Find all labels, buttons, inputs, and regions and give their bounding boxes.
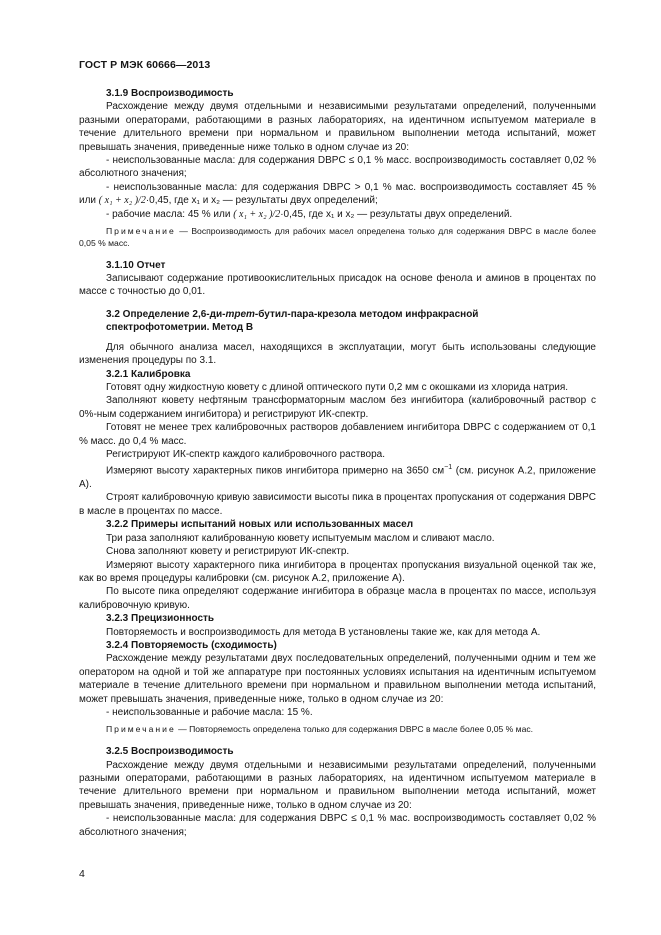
paragraph: Для обычного анализа масел, находящихся в эксплуатации, могут быть использованы следующие изменения процедуры по 3.1. xyxy=(79,341,596,367)
paragraph: Записывают содержание противоокислительных присадок на основе фенола и аминов в процентах по массе с точностью до 0,01. xyxy=(79,273,596,298)
section-3-2-2-heading: 3.2.2 Примеры испытаний новых или использованных масел xyxy=(106,519,414,531)
list-item-text: - рабочие масла: 45 % или xyxy=(106,208,231,220)
list-item: - неиспользованные масла: для содержания DBPC ≤ 0,1 % масс. воспроизводимость составляет 0,02 % абсолютного значения; xyxy=(79,155,596,180)
heading-text: 3.2 Определение 2,6-ди- xyxy=(106,308,226,320)
section-3-1-10-heading: 3.1.10 Отчет xyxy=(106,259,166,271)
heading-text: -бутил-пара-крезола методом инфракрасной xyxy=(254,308,479,320)
paragraph-text: Измеряют высоту характерных пиков ингибитора примерно на 3650 см xyxy=(106,465,445,477)
paragraph: Измеряют высоту характерного пика ингибитора в процентах пропускания визуальной оценкой так же, как во время процедуры калибровки (см. рисунок А.2, приложение А). xyxy=(79,559,596,584)
paragraph: Строят калибровочную кривую зависимости высоты пика в процентах пропускания от содержания DBPC в масле в процентах по массе. xyxy=(79,492,596,517)
note-text: — Повторяемость определена только для содержания DBPC в масле более 0,05 % мас. xyxy=(175,724,534,735)
formula: ( x₁ + x₂ )/2 xyxy=(233,208,281,220)
note-label: Примечание xyxy=(106,226,176,237)
paragraph: Готовят не менее трех калибровочных растворов добавлением ингибитора DBPC с содержанием от 0,1 % масс. до 0,4 % масс. xyxy=(79,422,596,447)
list-item-text: - неиспользованные масла: для содержания DBPC > 0,1 % мас. воспроизводимость составляет 45 % или xyxy=(79,181,596,207)
paragraph: Три раза заполняют калиброванную кювету испытуемым маслом и сливают масло. xyxy=(106,532,495,544)
section-3-2-4-heading: 3.2.4 Повторяемость (сходимость) xyxy=(106,639,277,651)
superscript: −1 xyxy=(444,464,453,472)
paragraph: Расхождение между результатами двух последовательных определений, полученными одним и тем же оператором на одной и той же аппаратуре при постоянных условиях испытания на идентичным испытуемом материале в течение длительного времени при нормальном и правильном выполнении метода испытаний, может превышать значения, приведенные ниже, только в одном случае из 20: xyxy=(79,653,596,705)
document-body xyxy=(79,87,596,839)
paragraph-text: (см. рисунок А.2, приложение А). xyxy=(79,465,596,491)
list-item-text: ·0,45, где x₁ и x₂ — результаты двух определений. xyxy=(280,208,513,220)
section-3-2-heading-line2: спектрофотометрии. Метод В xyxy=(106,322,254,334)
list-item: - неиспользованные и рабочие масла: 15 %. xyxy=(106,706,313,718)
section-3-2-5-heading: 3.2.5 Воспроизводимость xyxy=(106,746,234,758)
note xyxy=(79,226,596,250)
paragraph: Заполняют кювету нефтяным трансформаторным маслом без ингибитора (калибровочный раствор с 0%-ным содержанием ингибитора) и регистрируют ИК-спектр. xyxy=(79,395,596,420)
section-3-1-9-heading: 3.1.9 Воспроизводимость xyxy=(106,88,234,99)
page-number: 4 xyxy=(79,868,85,880)
document-header: ГОСТ Р МЭК 60666—2013 xyxy=(79,59,211,71)
paragraph: Расхождение между двумя отдельными и независимыми результатами определений, полученными разными операторами, работающими в разных лабораториях, на идентичном испытуемом материале в течение длительного времени при нормальном и правильном выполнении метода испытаний, может превышать значения, приведенные ниже, только в одном случае из 20: xyxy=(79,759,596,811)
list-item-text: ·0,45, где x₁ и x₂ — результаты двух определений; xyxy=(145,195,378,207)
list-item xyxy=(79,208,596,221)
section-3-2-3-heading: 3.2.3 Прецизионность xyxy=(106,613,215,625)
paragraph xyxy=(79,461,596,491)
heading-text-italic: трет xyxy=(225,308,255,320)
note-label: Примечание xyxy=(106,724,176,735)
section-3-2-heading xyxy=(79,308,596,321)
section-3-2-1-heading: 3.2.1 Калибровка xyxy=(106,368,191,380)
paragraph: Повторяемость и воспроизводимость для метода В установлены такие же, как для метода А. xyxy=(106,626,541,638)
paragraph: Расхождение между двумя отдельными и независимыми результатами определений, полученными разными операторами, работающими в разных лабораториях, на идентичном испытуемом материале в течение длительного времени при нормальном и правильном выполнении метода испытаний, может превышать значения, приведенные ниже только в одном случае из 20: xyxy=(79,101,596,153)
paragraph: Снова заполняют кювету и регистрируют ИК-спектр. xyxy=(106,546,350,558)
paragraph: Регистрируют ИК-спектр каждого калибровочного раствора. xyxy=(106,448,385,460)
list-item: - неиспользованные масла: для содержания DBPC ≤ 0,1 % мас. воспроизводимость составляет 0,02 % абсолютного значения; xyxy=(79,813,596,838)
note-text: — Воспроизводимость для рабочих масел определена только для содержания DBPC в масле более 0,05 % масс. xyxy=(79,226,596,248)
formula: ( x₁ + x₂ )/2 xyxy=(98,195,146,207)
paragraph: По высоте пика определяют содержание ингибитора в образце масла в процентах по массе, используя калибровочную кривую. xyxy=(79,586,596,611)
paragraph: Готовят одну жидкостную кювету с длиной оптического пути 0,2 мм с окошками из хлорида натрия. xyxy=(106,381,569,393)
list-item xyxy=(79,181,596,208)
note xyxy=(79,724,596,736)
